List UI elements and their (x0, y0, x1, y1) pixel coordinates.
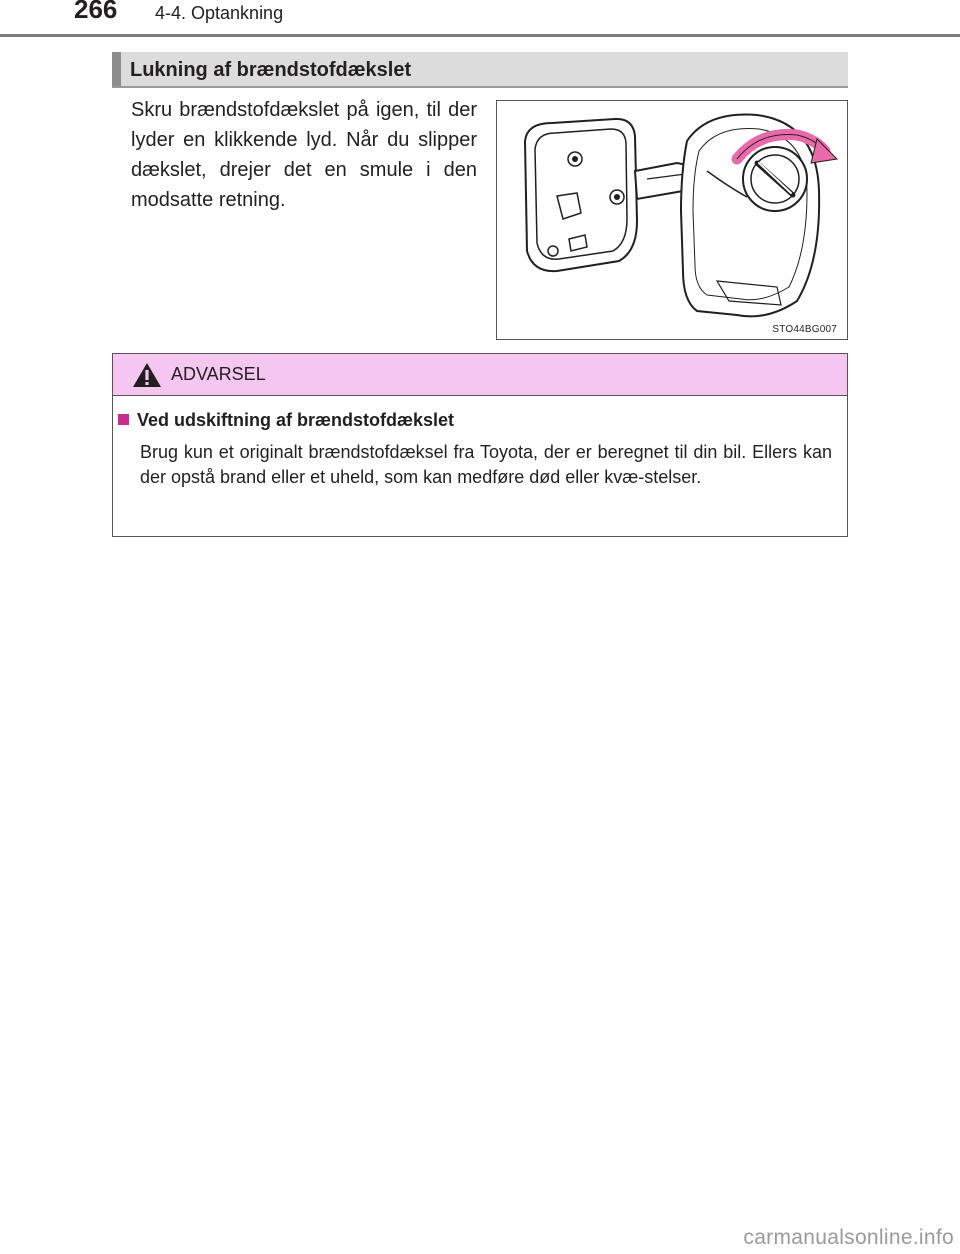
section-title: Lukning af brændstofdækslet (130, 59, 412, 81)
bullet-square-icon (118, 414, 129, 425)
watermark: carmanualsonline.info (743, 1226, 954, 1249)
warning-box (112, 353, 848, 537)
header-divider (0, 34, 960, 37)
warning-bullet-heading (113, 410, 454, 431)
chapter-title: 4-4. Optankning (155, 3, 284, 23)
section-accent (112, 52, 121, 86)
warning-title: ADVARSEL (171, 364, 266, 384)
warning-text: Brug kun et originalt brændstofdæksel fra Toyota, der er beregnet til din bil. Ellers kan der opstå brand eller et uheld, som kan medføre død eller kvæ-stelser. (140, 442, 832, 487)
page-number: 266 (74, 0, 118, 24)
warning-bullet-heading-text: Ved udskiftning af brændstofdækslet (137, 410, 455, 430)
warning-triangle-icon (132, 362, 162, 388)
figure-code: STO44BG007 (772, 324, 837, 335)
fuel-cap-figure (496, 100, 848, 340)
section-body-text: Skru brændstofdækslet på igen, til der lyder en klikkende lyd. Når du slipper dækslet, drejer det en smule i den modsatte retning. (131, 99, 477, 211)
warning-header (113, 354, 847, 396)
fuel-cap-illustration-icon (497, 101, 847, 339)
section-heading-bar (112, 52, 848, 88)
